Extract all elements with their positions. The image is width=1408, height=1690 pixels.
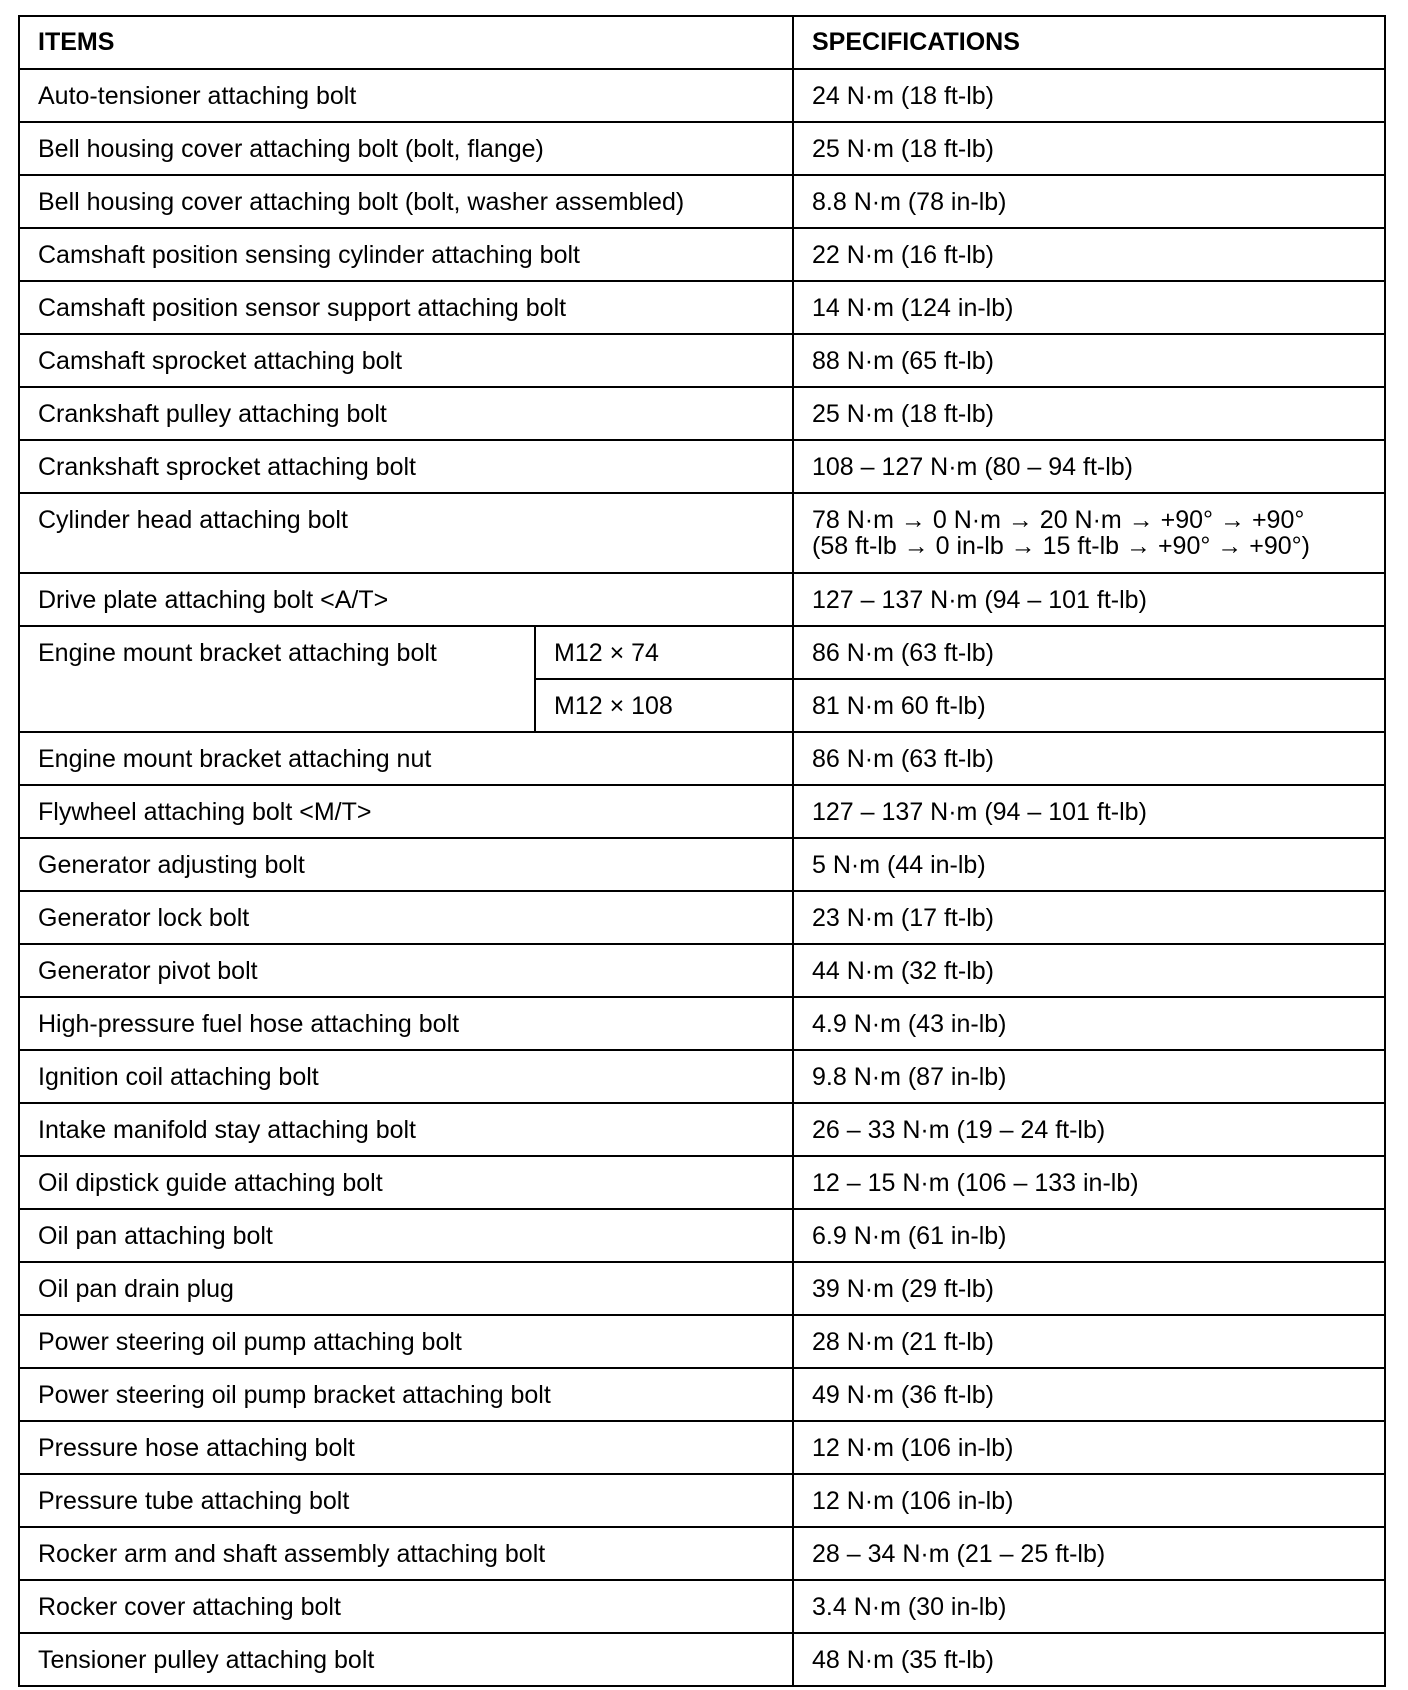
spec-cell: 23 N·m (17 ft-lb) (793, 891, 1385, 944)
table-row (19, 1209, 1385, 1262)
spec-cell: 127 – 137 N·m (94 – 101 ft-lb) (793, 785, 1385, 838)
table-row (19, 69, 1385, 122)
item-cell: Crankshaft pulley attaching bolt (19, 387, 793, 440)
table-row (19, 334, 1385, 387)
table-row (19, 1580, 1385, 1633)
table-row (19, 944, 1385, 997)
bolt-size-cell: M12 × 74 (535, 626, 793, 679)
spec-cell: 49 N·m (36 ft-lb) (793, 1368, 1385, 1421)
spec-cell: 4.9 N·m (43 in-lb) (793, 997, 1385, 1050)
item-cell: Camshaft position sensor support attaching bolt (19, 281, 793, 334)
spec-cell: 22 N·m (16 ft-lb) (793, 228, 1385, 281)
spec-cell: 3.4 N·m (30 in-lb) (793, 1580, 1385, 1633)
item-cell: Generator lock bolt (19, 891, 793, 944)
item-cell: Flywheel attaching bolt <M/T> (19, 785, 793, 838)
spec-cell: 14 N·m (124 in-lb) (793, 281, 1385, 334)
item-cell: Engine mount bracket attaching bolt (19, 626, 535, 732)
table-row (19, 891, 1385, 944)
item-cell: Power steering oil pump attaching bolt (19, 1315, 793, 1368)
table-row (19, 175, 1385, 228)
table-row (19, 1368, 1385, 1421)
table-row (19, 785, 1385, 838)
table-row (19, 1474, 1385, 1527)
table-row (19, 732, 1385, 785)
item-cell: Crankshaft sprocket attaching bolt (19, 440, 793, 493)
item-cell: Camshaft position sensing cylinder attaching bolt (19, 228, 793, 281)
spec-line-imperial: (58 ft-lb → 0 in-lb → 15 ft-lb → +90° → +90°) (812, 532, 1310, 560)
spec-cell: 25 N·m (18 ft-lb) (793, 122, 1385, 175)
table-row (19, 1262, 1385, 1315)
bolt-size-cell: M12 × 108 (535, 679, 793, 732)
item-cell: Cylinder head attaching bolt (19, 493, 793, 573)
spec-cell: 44 N·m (32 ft-lb) (793, 944, 1385, 997)
table-row (19, 1633, 1385, 1686)
item-cell: Oil dipstick guide attaching bolt (19, 1156, 793, 1209)
table-row (19, 1156, 1385, 1209)
spec-line-metric: 78 N·m → 0 N·m → 20 N·m → +90° → +90° (812, 506, 1305, 534)
spec-cell: 12 – 15 N·m (106 – 133 in-lb) (793, 1156, 1385, 1209)
spec-cell: 5 N·m (44 in-lb) (793, 838, 1385, 891)
spec-cell: 8.8 N·m (78 in-lb) (793, 175, 1385, 228)
item-cell: Tensioner pulley attaching bolt (19, 1633, 793, 1686)
table-row (19, 997, 1385, 1050)
table-row (19, 1050, 1385, 1103)
spec-cell: 25 N·m (18 ft-lb) (793, 387, 1385, 440)
item-cell: Power steering oil pump bracket attaching bolt (19, 1368, 793, 1421)
table-row (19, 838, 1385, 891)
table-row (19, 493, 1385, 573)
item-cell: Bell housing cover attaching bolt (bolt, washer assembled) (19, 175, 793, 228)
spec-cell: 108 – 127 N·m (80 – 94 ft-lb) (793, 440, 1385, 493)
spec-cell: 6.9 N·m (61 in-lb) (793, 1209, 1385, 1262)
spec-cell: 86 N·m (63 ft-lb) (793, 732, 1385, 785)
table-row (19, 1527, 1385, 1580)
item-cell: Pressure tube attaching bolt (19, 1474, 793, 1527)
item-cell: Drive plate attaching bolt <A/T> (19, 573, 793, 626)
spec-cell: 127 – 137 N·m (94 – 101 ft-lb) (793, 573, 1385, 626)
spec-cell: 28 N·m (21 ft-lb) (793, 1315, 1385, 1368)
table-row (19, 281, 1385, 334)
spec-cell: 26 – 33 N·m (19 – 24 ft-lb) (793, 1103, 1385, 1156)
item-cell: Bell housing cover attaching bolt (bolt, flange) (19, 122, 793, 175)
item-cell: Generator adjusting bolt (19, 838, 793, 891)
item-cell: Rocker arm and shaft assembly attaching bolt (19, 1527, 793, 1580)
spec-cell: 24 N·m (18 ft-lb) (793, 69, 1385, 122)
table-row (19, 387, 1385, 440)
table-row (19, 626, 1385, 679)
torque-spec-table (18, 15, 1386, 1687)
spec-cell: 39 N·m (29 ft-lb) (793, 1262, 1385, 1315)
spec-cell: 48 N·m (35 ft-lb) (793, 1633, 1385, 1686)
item-cell: Ignition coil attaching bolt (19, 1050, 793, 1103)
table-row (19, 1103, 1385, 1156)
item-cell: Rocker cover attaching bolt (19, 1580, 793, 1633)
item-cell: Pressure hose attaching bolt (19, 1421, 793, 1474)
item-cell: Camshaft sprocket attaching bolt (19, 334, 793, 387)
table-row (19, 573, 1385, 626)
table-row (19, 228, 1385, 281)
item-cell: Auto-tensioner attaching bolt (19, 69, 793, 122)
item-cell: Oil pan drain plug (19, 1262, 793, 1315)
spec-cell (793, 493, 1385, 573)
spec-cell: 9.8 N·m (87 in-lb) (793, 1050, 1385, 1103)
item-cell: High-pressure fuel hose attaching bolt (19, 997, 793, 1050)
items-header: ITEMS (19, 16, 793, 69)
table-row (19, 1315, 1385, 1368)
item-cell: Engine mount bracket attaching nut (19, 732, 793, 785)
spec-cell: 81 N·m 60 ft-lb) (793, 679, 1385, 732)
spec-cell: 12 N·m (106 in-lb) (793, 1474, 1385, 1527)
spec-cell: 88 N·m (65 ft-lb) (793, 334, 1385, 387)
item-cell: Generator pivot bolt (19, 944, 793, 997)
table-row (19, 122, 1385, 175)
spec-cell: 28 – 34 N·m (21 – 25 ft-lb) (793, 1527, 1385, 1580)
spec-cell: 86 N·m (63 ft-lb) (793, 626, 1385, 679)
specifications-header: SPECIFICATIONS (793, 16, 1385, 69)
item-cell: Intake manifold stay attaching bolt (19, 1103, 793, 1156)
table-row (19, 1421, 1385, 1474)
item-cell: Oil pan attaching bolt (19, 1209, 793, 1262)
header-row (19, 16, 1385, 69)
spec-cell: 12 N·m (106 in-lb) (793, 1421, 1385, 1474)
table-row (19, 440, 1385, 493)
